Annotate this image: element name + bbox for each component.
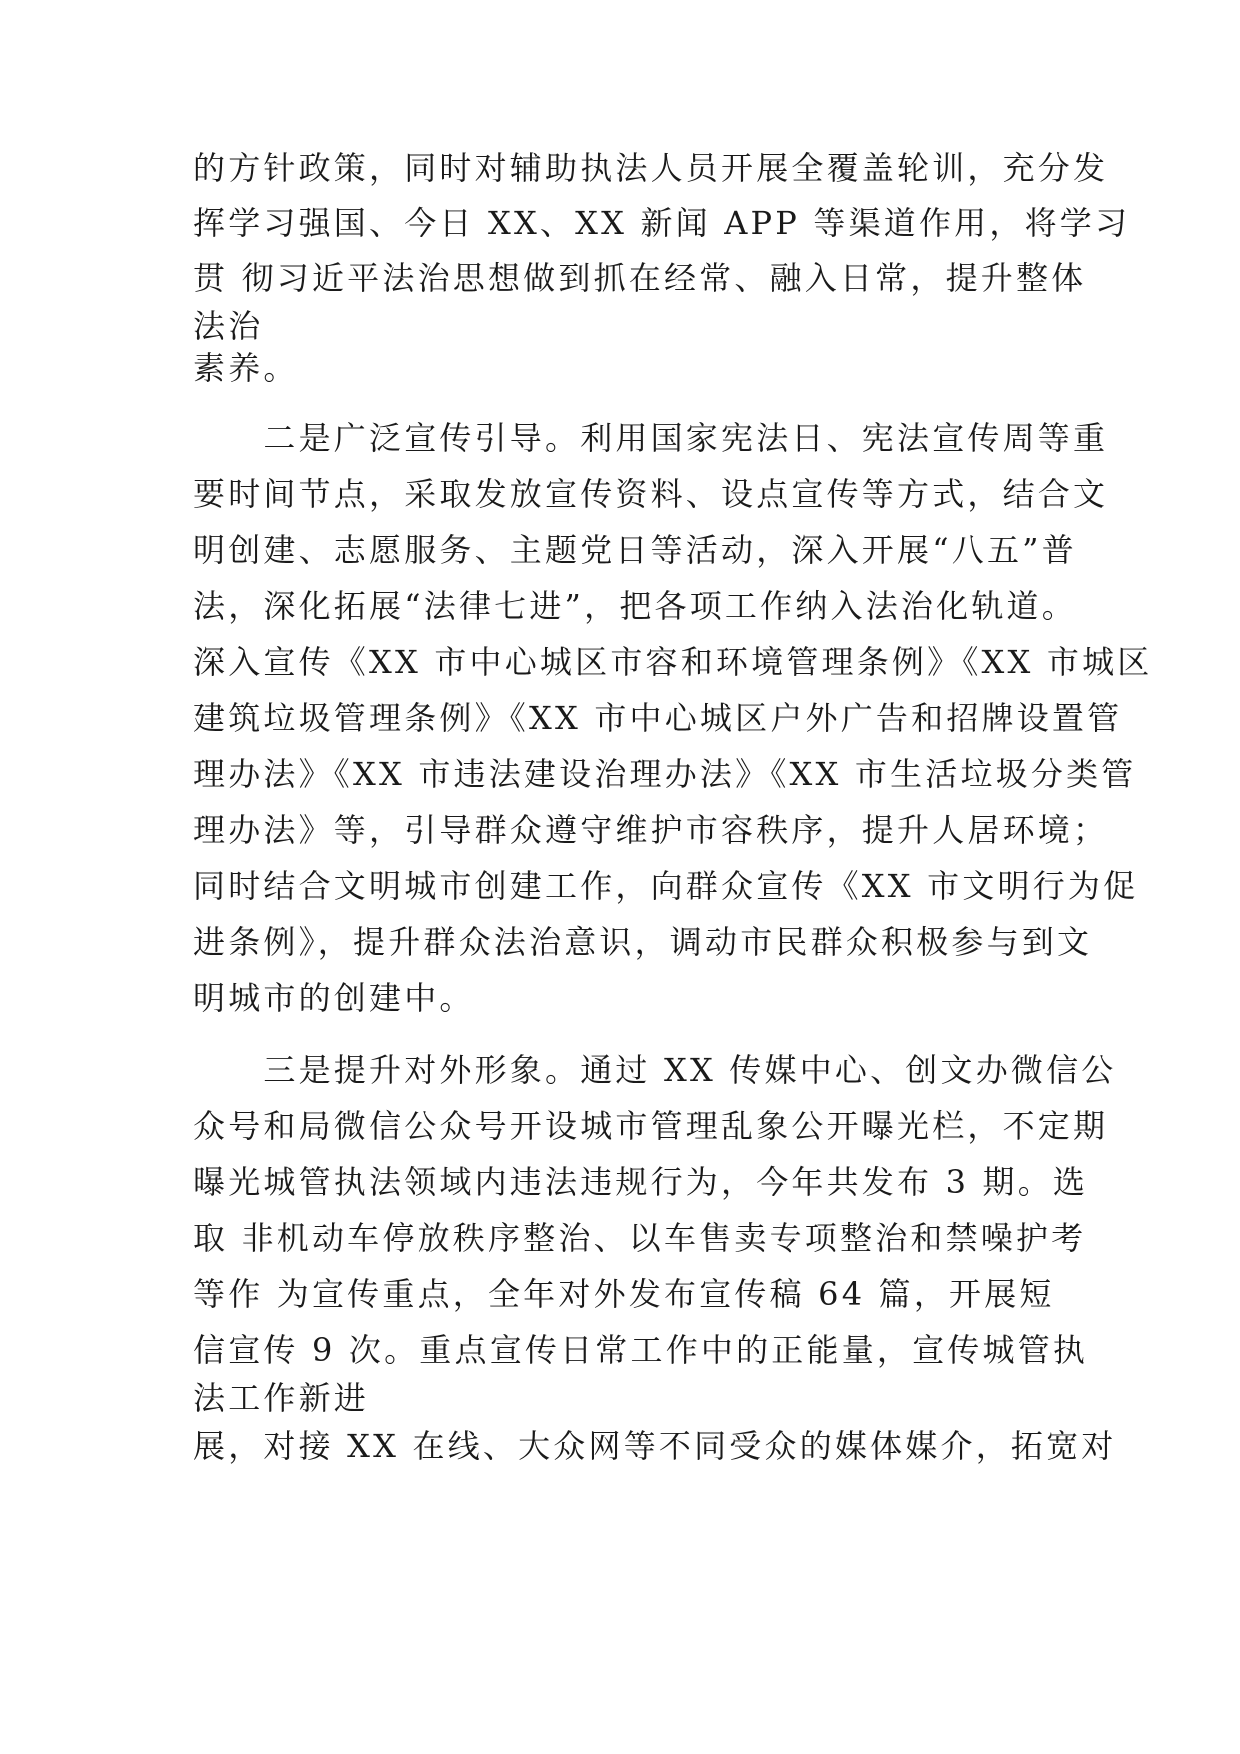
- text-line: 建筑垃圾管理条例》《XX 市中心城区户外广告和招牌设置管: [193, 699, 1123, 737]
- text-line: 的方针政策，同时对辅助执法人员开展全覆盖轮训，充分发: [193, 149, 1109, 187]
- text-line: 信宣传 9 次。重点宣传日常工作中的正能量，宣传城管执: [193, 1331, 1089, 1369]
- text-line: 要时间节点，采取发放宣传资料、设点宣传等方式，结合文: [193, 475, 1109, 513]
- text-line: 等作 为宣传重点，全年对外发布宣传稿 64 篇，开展短: [193, 1275, 1055, 1313]
- text-line: 理办法》《XX 市违法建设治理办法》《XX 市生活垃圾分类管: [193, 755, 1137, 793]
- text-line: 明城市的创建中。: [193, 979, 475, 1017]
- text-line: 众号和局微信公众号开设城市管理乱象公开曝光栏，不定期: [193, 1107, 1109, 1145]
- text-line: 进条例》，提升群众法治意识，调动市民群众积极参与到文: [193, 923, 1093, 961]
- text-line: 理办法》等，引导群众遵守维护市容秩序，提升人居环境；: [193, 811, 1109, 849]
- text-line: 明创建、志愿服务、主题党日等活动，深入开展“八五”普: [193, 531, 1077, 569]
- text-line: 二是广泛宣传引导。利用国家宪法日、宪法宣传周等重: [193, 419, 1109, 457]
- text-line: 深入宣传《XX 市中心城区市容和环境管理条例》《XX 市城区: [193, 643, 1153, 681]
- text-line: 取 非机动车停放秩序整治、以车售卖专项整治和禁噪护考: [193, 1219, 1087, 1257]
- text-line: 法工作新进: [193, 1379, 370, 1417]
- text-line: 展，对接 XX 在线、大众网等不同受众的媒体媒介，拓宽对: [193, 1427, 1117, 1465]
- text-line: 素养。: [193, 349, 299, 387]
- text-line: 同时结合文明城市创建工作，向群众宣传《XX 市文明行为促: [193, 867, 1139, 905]
- text-line: 贯 彻习近平法治思想做到抓在经常、融入日常，提升整体: [193, 259, 1087, 297]
- text-line: 挥学习强国、今日 XX、XX 新闻 APP 等渠道作用，将学习: [193, 204, 1131, 242]
- text-line: 曝光城管执法领域内违法违规行为，今年共发布 3 期。选: [193, 1163, 1089, 1201]
- text-line: 法治: [193, 307, 264, 345]
- text-line: 三是提升对外形象。通过 XX 传媒中心、创文办微信公: [193, 1051, 1117, 1089]
- text-line: 法，深化拓展“法律七进”，把各项工作纳入法治化轨道。: [193, 587, 1077, 625]
